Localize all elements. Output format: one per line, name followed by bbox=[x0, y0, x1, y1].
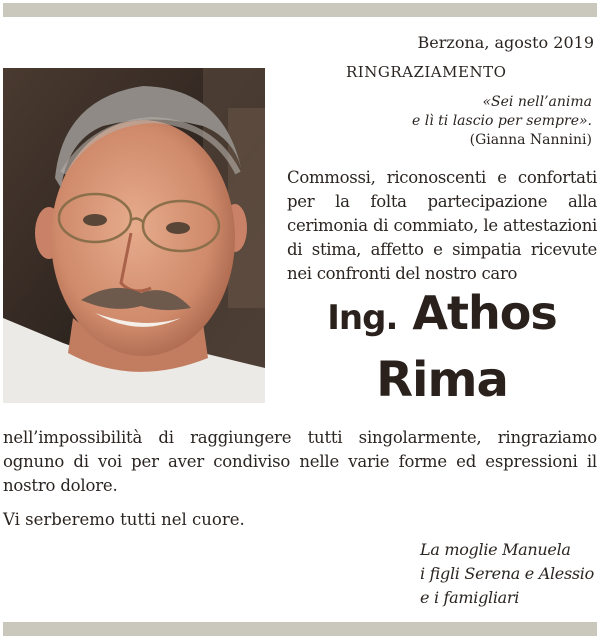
bottom-rule bbox=[3, 622, 597, 636]
body-paragraph: nell’impossibilità di raggiungere tutti singolarmente, ringraziamo ognuno di voi per aver condiviso nelle varie forme ed espressioni il nostro dolore. bbox=[3, 428, 597, 495]
quote-line: «Sei nell’anima bbox=[482, 94, 592, 110]
quote-author: (Gianna Nannini) bbox=[469, 132, 592, 148]
quote-line: e lì ti lascio per sempre». bbox=[412, 113, 592, 129]
closing-line: Vi serberemo tutti nel cuore. bbox=[3, 510, 245, 529]
name-prefix: Ing. bbox=[327, 298, 398, 338]
intro-paragraph: Commossi, riconoscenti e confortati per la folta partecipazione alla cerimonia di commiato, le attestazioni di stima, affetto e simpatia ricevute nei confronti del nostro caro bbox=[287, 168, 597, 283]
last-name: Rima bbox=[376, 352, 508, 408]
first-name: Athos bbox=[412, 286, 557, 340]
notice-title: RINGRAZIAMENTO bbox=[346, 63, 507, 81]
signature-line: e i famigliari bbox=[420, 588, 520, 607]
deceased-name-line1 bbox=[272, 286, 600, 340]
signature-line: i figli Serena e Alessio bbox=[420, 564, 594, 583]
top-rule bbox=[3, 3, 597, 17]
portrait-photo bbox=[3, 68, 265, 403]
place-date: Berzona, agosto 2019 bbox=[417, 33, 594, 52]
quote-block bbox=[412, 93, 592, 150]
signature-line: La moglie Manuela bbox=[420, 540, 571, 559]
portrait-illustration bbox=[3, 68, 265, 403]
signature-block bbox=[420, 538, 594, 610]
